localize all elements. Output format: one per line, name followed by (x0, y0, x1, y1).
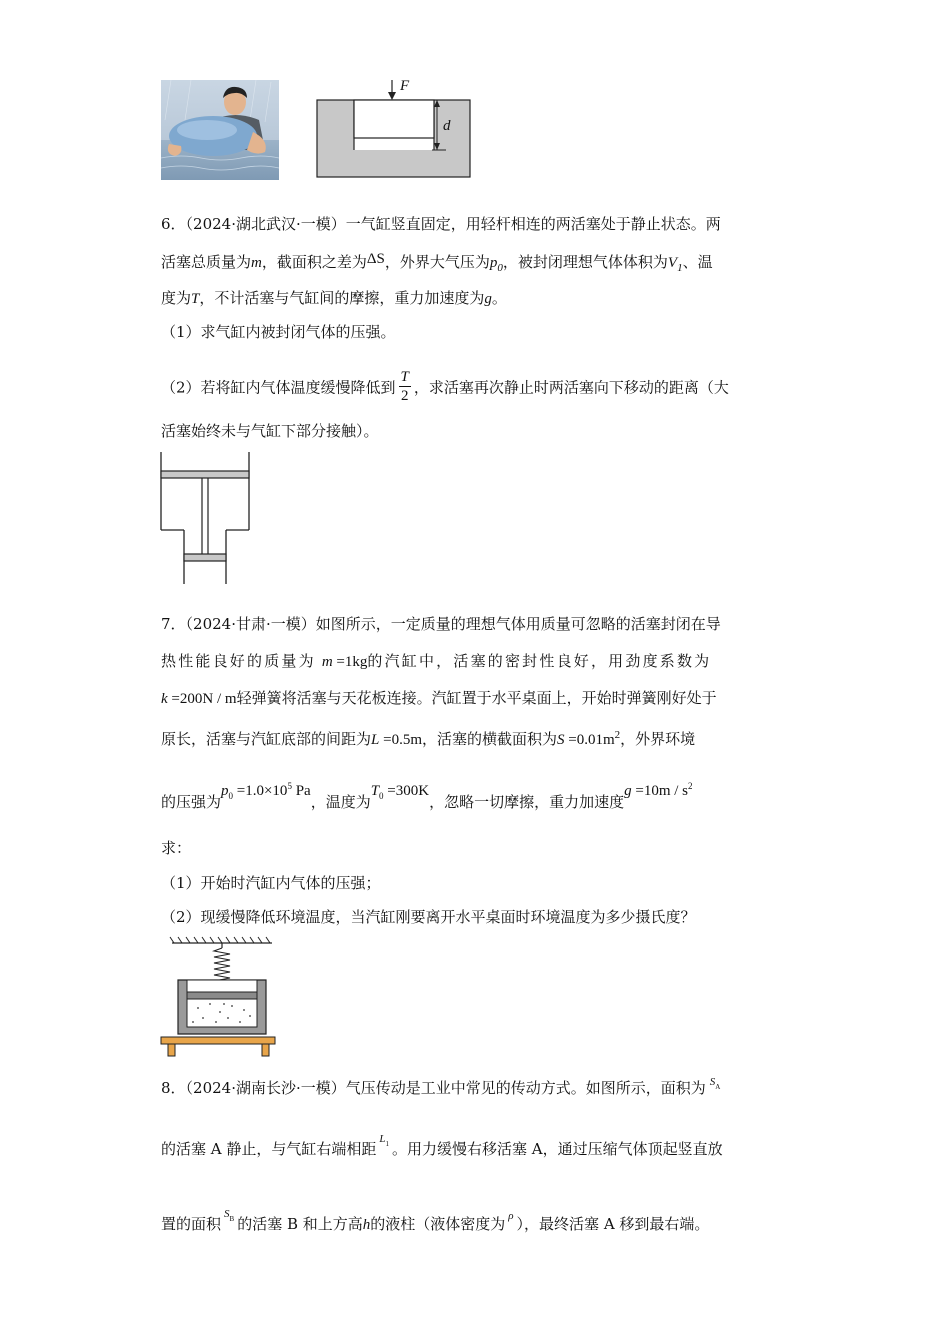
q6-text: ，外界大气压为 (384, 253, 490, 271)
q6-line-1 (161, 214, 791, 234)
q7-temperature-sub: 0 (379, 791, 384, 801)
q7-pressure-expr (221, 781, 311, 799)
q8-text: 的活塞 A 静止，与气缸右端相距 (161, 1140, 377, 1158)
q6-fraction-numerator: T (400, 369, 409, 385)
q6-line-3 (161, 288, 507, 309)
q8-text: 的液柱（液体密度为 (370, 1215, 506, 1233)
q6-text: ，被封闭理想气体体积为 (502, 253, 668, 271)
q6-text: 活塞总质量为 (161, 253, 252, 271)
q7-gravity-value: =10m / s (631, 783, 688, 799)
q6-text: 度为 (161, 289, 192, 307)
q8-text: 置的面积 (161, 1215, 222, 1233)
q7-text: ，外界环境 (620, 730, 696, 748)
q6-text: （2）若将缸内气体温度缓慢降低到 (161, 378, 396, 397)
q6-pressure-sub: 0 (497, 262, 503, 274)
q8-line-2 (161, 1133, 723, 1166)
q6-text: 、温 (682, 253, 713, 271)
q7-line-2 (161, 651, 711, 672)
q7-temperature-value: =300K (383, 783, 430, 799)
q7-text: ，活塞的横截面积为 (422, 730, 558, 748)
q8-area-b-sub: B (229, 1215, 235, 1223)
q6-sub-2 (161, 370, 729, 407)
q6-temp-symbol: T (191, 291, 200, 307)
two-piston-cylinder-diagram (158, 450, 254, 586)
spring-cylinder-diagram (158, 936, 278, 1058)
q7-sub-2: （2）现缓慢降低环境温度，当汽缸刚要离开水平桌面时环境温度为多少摄氏度？ (161, 908, 696, 926)
q7-pressure-exponent: 5 (287, 781, 292, 791)
q6-text: ，截面积之差为 (261, 253, 367, 271)
q6-text: ，不计活塞与气缸间的摩擦，重力加速度为 (199, 289, 485, 307)
q7-line-6: 求： (161, 839, 192, 857)
q8-area-a-expr (710, 1071, 721, 1089)
q7-gravity-expr (624, 781, 692, 799)
q7-text: 原长，活塞与汽缸底部的间距为 (161, 730, 372, 748)
q6-text: 。 (491, 289, 507, 307)
distance-label: d (443, 118, 451, 134)
q7-text: 的压强为 (161, 793, 222, 811)
q8-area-a-symbol: S (709, 1076, 716, 1088)
q8-line-3 (161, 1208, 710, 1241)
q8-length-expr (379, 1128, 389, 1146)
q7-gravity-symbol: g (624, 783, 632, 799)
q7-mass-symbol: m (321, 654, 333, 670)
q7-pressure-unit: Pa (291, 783, 311, 799)
q6-line-2 (161, 252, 713, 278)
q7-text: 热性能良好的质量为 (161, 652, 316, 670)
swimmer-photo (161, 80, 279, 180)
q7-pressure-symbol: p (221, 783, 229, 799)
q8-text: 。用力缓慢右移活塞 A，通过压缩气体顶起竖直放 (392, 1140, 723, 1158)
q7-area-symbol: S (557, 732, 565, 748)
q8-density-symbol: ρ (508, 1210, 514, 1222)
q7-line-4 (161, 725, 695, 750)
q6-mass-symbol: m (251, 255, 262, 271)
q7-line-5 (161, 781, 693, 818)
q6-pressure-symbol: p (489, 255, 498, 271)
q7-spring-constant-symbol: k (161, 691, 168, 707)
q6-gravity-symbol: g (484, 291, 492, 307)
q8-text: ），最终活塞 A 移到最右端。 (516, 1215, 710, 1233)
q8-text: 的活塞 B 和上方高 (237, 1215, 363, 1233)
q6-text: ，求活塞再次静止时两活塞向下移动的距离（大 (413, 378, 729, 397)
force-label: F (400, 78, 410, 94)
q8-area-b-symbol: S (224, 1208, 230, 1220)
q7-temperature-symbol: T (370, 783, 380, 799)
q7-text: 轻弹簧将活塞与天花板连接。汽缸置于水平桌面上，开始时弹簧刚好处于 (236, 689, 717, 707)
q8-length-symbol: L (379, 1133, 386, 1145)
piston-force-diagram (300, 78, 480, 180)
q8-area-b-expr (224, 1203, 234, 1221)
q6-sub-2-cont: 活塞始终未与气缸下部分接触）。 (161, 422, 379, 440)
q6-sub-1: （1）求气缸内被封闭气体的压强。 (161, 323, 396, 341)
q8-area-a-sub: A (715, 1083, 721, 1091)
q8-line-1 (161, 1078, 720, 1105)
q7-text: 的汽缸中，活塞的密封性良好，用劲度系数为 (367, 652, 712, 670)
q6-volume-sub: 1 (677, 262, 683, 274)
q8-height-symbol: h (362, 1217, 371, 1233)
q7-text: ，忽略一切摩擦，重力加速度 (429, 793, 625, 811)
q7-text: ，温度为 (310, 793, 371, 811)
q6-fraction-denominator: 2 (400, 388, 409, 404)
q7-length-symbol: L (371, 732, 380, 748)
q8-text: 8．（2024·湖南长沙·一模）气压传动是工业中常见的传动方式。如图所示，面积为 (161, 1079, 706, 1097)
q6-volume-symbol: V (667, 255, 678, 271)
q7-mass-value: =1kg (332, 654, 368, 670)
q6-area-diff-symbol: ΔS (366, 251, 385, 267)
q7-temperature-expr (371, 781, 429, 799)
q7-area-value: =0.01m (564, 732, 615, 748)
q7-line-1-text: 7．（2024·甘肃·一模）如图所示，一定质量的理想气体用质量可忽略的活塞封闭在导 (161, 615, 721, 633)
q7-pressure-value: =1.0×10 (233, 783, 288, 799)
q6-fraction (399, 368, 411, 405)
q7-line-1 (161, 614, 791, 634)
q7-length-value: =0.5m (379, 732, 422, 748)
q7-pressure-sub: 0 (228, 791, 234, 801)
q7-gravity-exponent: 2 (688, 781, 693, 791)
q7-spring-constant-value: =200N / m (167, 691, 237, 707)
q7-line-3 (161, 688, 717, 709)
q6-line-1-text: 6．（2024·湖北武汉·一模）一气缸竖直固定，用轻杆相连的两活塞处于静止状态。两 (161, 215, 721, 233)
q7-sub-1: （1）开始时汽缸内气体的压强； (161, 874, 381, 892)
q8-length-sub: 1 (385, 1140, 389, 1148)
q7-area-exponent: 2 (614, 729, 621, 741)
